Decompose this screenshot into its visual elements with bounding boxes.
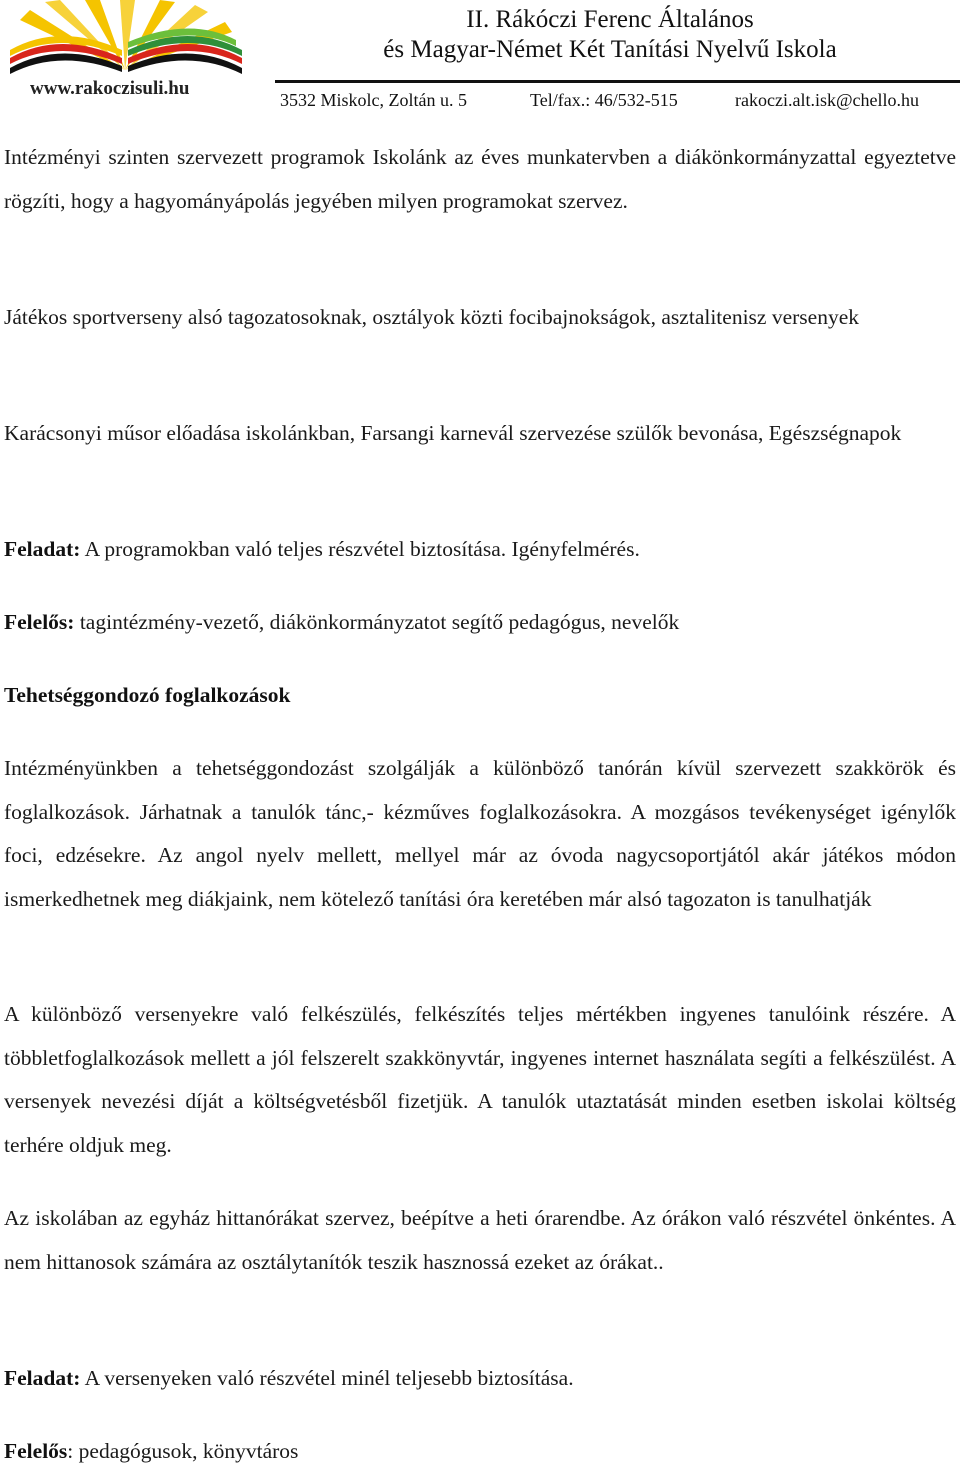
school-address: 3532 Miskolc, Zoltán u. 5 [280,90,467,110]
section-heading: Tehetséggondozó foglalkozások [4,683,291,707]
task-label: Feladat: [4,537,81,561]
paragraph-christmas: Karácsonyi műsor előadása iskolánkban, Farsangi karnevál szervezése szülők bevonása, Egészségnapok [4,421,902,445]
contact-row [280,90,960,114]
paragraph-programs: Intézményi szinten szervezett programok Iskolánk az éves munkatervben a diákönkormányzattal egyeztetve rögzíti, hogy a hagyományápolás jegyében milyen programokat szervez. [4,145,956,213]
school-website[interactable]: www.rakoczisuli.hu [30,78,190,99]
school-phone: Tel/fax.: 46/532-515 [530,90,678,110]
paragraph-talent: Intézményünkben a tehetséggondozást szolgálják a különböző tanórán kívül szervezett szakkörök és foglalkozások. Járhatnak a tanulók tánc,- kézműves foglalkozásokra. A mozgásos tevékenységet igénylők foci, edzésekre. Az angol nyelv mellett, mellyel már az óvoda nagycsoportjától akár játékos módon ismerkedhetnek meg diákjaink, nem kötelező tanítási óra keretében már alsó tagozaton is tanulhatják [4,756,956,912]
task-line-1 [4,528,956,572]
responsible-text-2: : pedagógusok, könyvtáros [67,1439,299,1463]
header-divider [275,80,960,83]
task-text: A programokban való teljes részvétel biztosítása. Igényfelmérés. [80,537,640,561]
task-label-2: Feladat: [4,1366,81,1390]
task-text-2: A versenyeken való részvétel minél teljesebb biztosítása. [80,1366,574,1390]
school-email[interactable]: rakoczi.alt.isk@chello.hu [735,90,920,110]
responsible-line-1 [4,601,956,645]
paragraph-religion: Az iskolában az egyház hittanórákat szervez, beépítve a heti órarendbe. Az órákon való részvétel önkéntes. A nem hittanosok számára az osztálytanítók teszik hasznossá ezeket az órákat.. [4,1206,956,1274]
school-name-line1: II. Rákóczi Ferenc Általános [466,6,754,33]
page-header [0,0,960,120]
responsible-text: tagintézmény-vezető, diákönkormányzatot segítő pedagógus, nevelők [74,610,680,634]
responsible-label-2: Felelős [4,1439,68,1463]
responsible-label: Felelős: [4,610,75,634]
responsible-line-2 [4,1430,956,1474]
school-name-line2: és Magyar-Német Két Tanítási Nyelvű Iskola [383,36,837,63]
task-line-2 [4,1357,956,1401]
paragraph-competitions: A különböző versenyekre való felkészülés, felkészítés teljes mértékben ingyenes tanulóink részére. A többletfoglalkozások mellett a jól felszerelt szakkönyvtár, ingyenes internet használata segíti a felkészülést. A versenyek nevezési díját a költségvetésből fizetjük. A tanulók utaztatását minden esetben iskolai költség terhére oldjuk meg. [4,1002,956,1158]
paragraph-sports: Játékos sportverseny alsó tagozatosoknak, osztályok közti focibajnokságok, asztalitenisz versenyek [4,305,859,329]
